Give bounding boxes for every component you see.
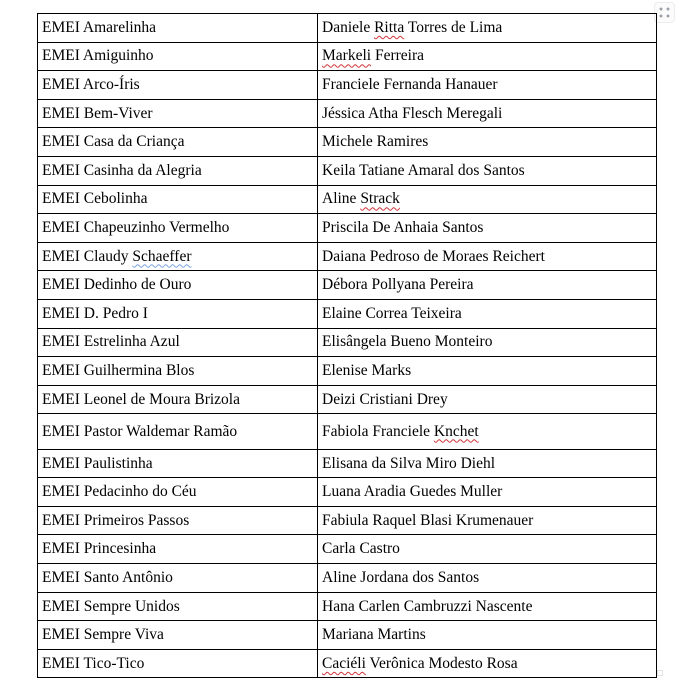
table-resize-handle[interactable] [657,670,663,676]
teacher-cell[interactable]: Caciéli Verônica Modesto Rosa [318,649,657,678]
teacher-cell[interactable]: Daniele Ritta Torres de Lima [318,14,657,43]
table-row [38,299,657,328]
grid-dots-icon [659,7,670,18]
teacher-cell[interactable]: Aline Jordana dos Santos [318,564,657,593]
table-row [38,564,657,593]
school-cell[interactable]: EMEI Princesinha [38,535,318,564]
school-cell[interactable]: EMEI Claudy Schaeffer [38,242,318,271]
table-row [38,328,657,357]
table-row [38,271,657,300]
table-row [38,449,657,478]
school-cell[interactable]: EMEI Bem-Viver [38,99,318,128]
grammar-marked-word: Schaeffer [132,247,192,265]
school-cell[interactable]: EMEI Amiguinho [38,42,318,71]
table-row [38,128,657,157]
school-cell[interactable]: EMEI Pedacinho do Céu [38,478,318,507]
school-cell[interactable]: EMEI Dedinho de Ouro [38,271,318,300]
school-cell[interactable]: EMEI Guilhermina Blos [38,357,318,386]
school-cell[interactable]: EMEI Primeiros Passos [38,506,318,535]
table-row [38,99,657,128]
teacher-cell[interactable]: Elaine Correa Teixeira [318,299,657,328]
teacher-cell[interactable]: Fabiola Franciele Knchet [318,414,657,449]
table-row [38,14,657,43]
teacher-cell[interactable]: Keila Tatiane Amaral dos Santos [318,156,657,185]
table-row [38,621,657,650]
school-cell[interactable]: EMEI Arco-Íris [38,71,318,100]
school-cell[interactable]: EMEI Leonel de Moura Brizola [38,385,318,414]
teacher-cell[interactable]: Débora Pollyana Pereira [318,271,657,300]
teacher-cell[interactable]: Priscila De Anhaia Santos [318,214,657,243]
teacher-cell[interactable]: Luana Aradia Guedes Muller [318,478,657,507]
school-cell[interactable]: EMEI Santo Antônio [38,564,318,593]
table-row [38,385,657,414]
school-cell[interactable]: EMEI Estrelinha Azul [38,328,318,357]
teacher-cell[interactable]: Markeli Ferreira [318,42,657,71]
teacher-cell[interactable]: Fabiula Raquel Blasi Krumenauer [318,506,657,535]
table-row [38,156,657,185]
teacher-cell[interactable]: Elenise Marks [318,357,657,386]
table-row [38,42,657,71]
teacher-cell[interactable]: Daiana Pedroso de Moraes Reichert [318,242,657,271]
table-widget-button[interactable] [654,2,675,23]
misspelled-word: Caciéli [322,654,366,672]
misspelled-word: Strack [360,190,400,208]
teacher-cell[interactable]: Elisângela Bueno Monteiro [318,328,657,357]
table-row [38,214,657,243]
school-cell[interactable]: EMEI Casa da Criança [38,128,318,157]
school-cell[interactable]: EMEI Chapeuzinho Vermelho [38,214,318,243]
school-cell[interactable]: EMEI Sempre Viva [38,621,318,650]
schools-teachers-table [37,13,657,678]
misspelled-word: Ritta [374,18,405,36]
school-cell[interactable]: EMEI Cebolinha [38,185,318,214]
table-body [38,14,657,678]
misspelled-word: Knchet [433,422,479,440]
school-cell[interactable]: EMEI Amarelinha [38,14,318,43]
school-cell[interactable]: EMEI Tico-Tico [38,649,318,678]
school-cell[interactable]: EMEI Paulistinha [38,449,318,478]
school-cell[interactable]: EMEI Pastor Waldemar Ramão [38,414,318,449]
table-row [38,506,657,535]
table-row [38,71,657,100]
misspelled-word: Markeli [322,47,372,65]
teacher-cell[interactable]: Carla Castro [318,535,657,564]
teacher-cell[interactable]: Michele Ramires [318,128,657,157]
table-row [38,649,657,678]
teacher-cell[interactable]: Aline Strack [318,185,657,214]
teacher-cell[interactable]: Elisana da Silva Miro Diehl [318,449,657,478]
table-row [38,478,657,507]
teacher-cell[interactable]: Mariana Martins [318,621,657,650]
school-cell[interactable]: EMEI Sempre Unidos [38,592,318,621]
table-row [38,242,657,271]
school-cell[interactable]: EMEI D. Pedro I [38,299,318,328]
table-row [38,357,657,386]
teacher-cell[interactable]: Deizi Cristiani Drey [318,385,657,414]
table-row [38,535,657,564]
table-row [38,414,657,449]
table-row [38,185,657,214]
school-cell[interactable]: EMEI Casinha da Alegria [38,156,318,185]
teacher-cell[interactable]: Jéssica Atha Flesch Meregali [318,99,657,128]
table-row [38,592,657,621]
teacher-cell[interactable]: Franciele Fernanda Hanauer [318,71,657,100]
teacher-cell[interactable]: Hana Carlen Cambruzzi Nascente [318,592,657,621]
